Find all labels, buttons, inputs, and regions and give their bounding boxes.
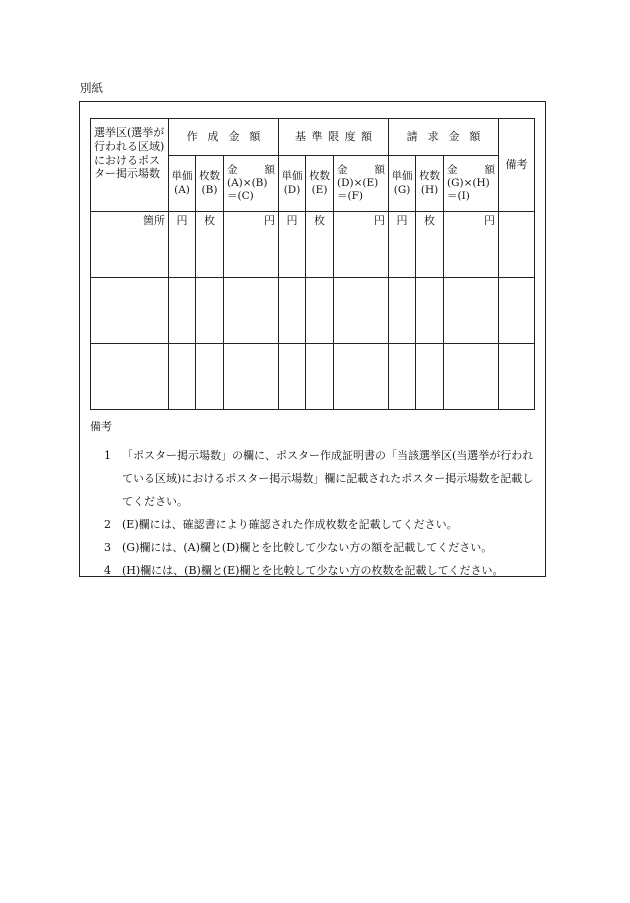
count-e-cell[interactable]: [306, 278, 334, 344]
table-row: [91, 278, 535, 344]
unit-price-g-cell[interactable]: [389, 344, 416, 410]
amount-c-header: 金 額 (A)×(B) ＝(C): [224, 156, 279, 212]
places-cell[interactable]: 箇所: [91, 212, 169, 278]
senkyoku-header: 選挙区(選挙が行われる区域)におけるポスター掲示場数: [91, 119, 169, 212]
count-b-header: 枚数(B): [196, 156, 224, 212]
notes-title: 備考: [90, 420, 112, 433]
unit-price-d-cell[interactable]: [279, 278, 306, 344]
amount-i-cell[interactable]: [444, 278, 499, 344]
note-number: 2: [104, 518, 111, 531]
count-b-cell[interactable]: [196, 278, 224, 344]
note-item: [90, 513, 540, 536]
places-cell[interactable]: [91, 344, 169, 410]
amount-c-cell[interactable]: [224, 344, 279, 410]
note-text: (E)欄には、確認書により確認された作成枚数を記載してください。: [122, 518, 458, 531]
attachment-label: 別紙: [80, 81, 103, 95]
count-e-cell[interactable]: [306, 344, 334, 410]
note-item: [90, 559, 540, 582]
amount-i-cell[interactable]: 円: [444, 212, 499, 278]
count-h-cell[interactable]: [416, 344, 444, 410]
group-header-kijun: 基準限度額: [279, 119, 389, 156]
unit-price-g-cell[interactable]: [389, 278, 416, 344]
note-text: (G)欄には、(A)欄と(D)欄とを比較して少ない方の額を記載してください。: [122, 541, 493, 554]
note-number: 1: [104, 449, 111, 462]
biko-header: 備考: [499, 119, 535, 212]
unit-price-d-cell[interactable]: 円: [279, 212, 306, 278]
note-text: (H)欄には、(B)欄と(E)欄とを比較して少ない方の枚数を記載してください。: [122, 564, 504, 577]
table-row: [91, 344, 535, 410]
amount-i-cell[interactable]: [444, 344, 499, 410]
amount-c-cell[interactable]: 円: [224, 212, 279, 278]
unit-price-d-header: 単価(D): [279, 156, 306, 212]
unit-price-a-header: 単価(A): [169, 156, 196, 212]
unit-price-g-cell[interactable]: 円: [389, 212, 416, 278]
notes-section: [90, 418, 540, 582]
amount-f-cell[interactable]: [334, 278, 389, 344]
count-b-cell[interactable]: [196, 344, 224, 410]
count-h-header: 枚数(H): [416, 156, 444, 212]
note-number: 4: [104, 564, 111, 577]
count-b-cell[interactable]: 枚: [196, 212, 224, 278]
table-row: [91, 212, 535, 278]
note-text: 「ポスター掲示場数」の欄に、ポスター作成証明書の「当該選挙区(当選挙が行われている区域)におけるポスター掲示場数」欄に記載されたポスター掲示場数を記載してください。: [122, 449, 534, 508]
places-cell[interactable]: [91, 278, 169, 344]
form-frame: [79, 101, 546, 577]
expense-table: [90, 118, 535, 410]
count-e-header: 枚数(E): [306, 156, 334, 212]
amount-i-header: 金 額 (G)×(H) ＝(I): [444, 156, 499, 212]
amount-f-header: 金 額 (D)×(E) ＝(F): [334, 156, 389, 212]
note-item: [90, 444, 540, 513]
amount-f-cell[interactable]: [334, 344, 389, 410]
group-header-seikyu: 請求金額: [389, 119, 499, 156]
count-h-cell[interactable]: [416, 278, 444, 344]
count-e-cell[interactable]: 枚: [306, 212, 334, 278]
note-number: 3: [104, 541, 111, 554]
amount-f-cell[interactable]: 円: [334, 212, 389, 278]
note-item: [90, 536, 540, 559]
count-h-cell[interactable]: 枚: [416, 212, 444, 278]
unit-price-d-cell[interactable]: [279, 344, 306, 410]
group-header-sakusei: 作成金額: [169, 119, 279, 156]
unit-price-a-cell[interactable]: 円: [169, 212, 196, 278]
unit-price-a-cell[interactable]: [169, 278, 196, 344]
amount-c-cell[interactable]: [224, 278, 279, 344]
biko-cell[interactable]: [499, 278, 535, 344]
biko-cell[interactable]: [499, 212, 535, 278]
biko-cell[interactable]: [499, 344, 535, 410]
unit-price-g-header: 単価(G): [389, 156, 416, 212]
unit-price-a-cell[interactable]: [169, 344, 196, 410]
